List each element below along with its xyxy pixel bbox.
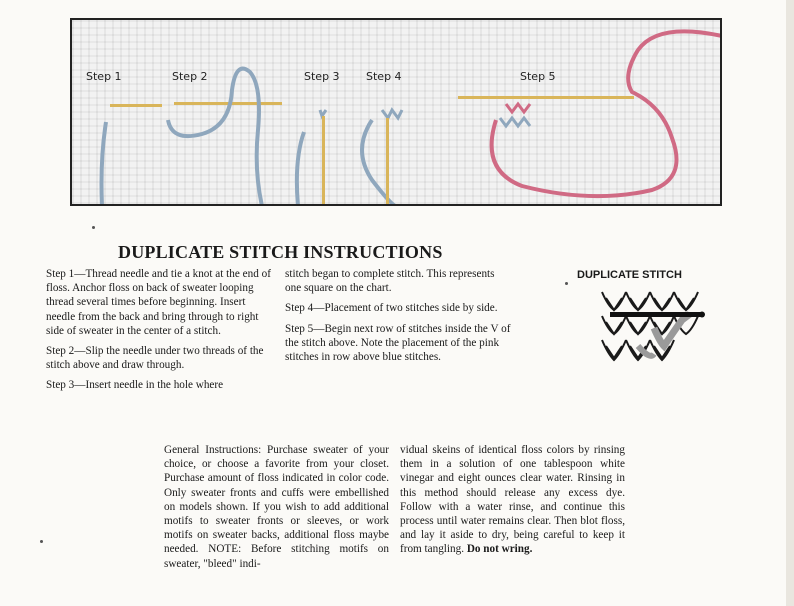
step4-needle: [386, 118, 389, 206]
step1-needle: [110, 104, 162, 107]
steps-column-right: [285, 267, 511, 370]
stitch-steps-photo: [70, 18, 722, 206]
step4-stitches: [382, 110, 402, 118]
scan-speck: [92, 226, 95, 229]
step3-text-start: Step 3—Insert needle in the hole where: [46, 379, 224, 392]
do-not-wring-warning: Do not wring.: [466, 543, 533, 556]
step3-needle: [322, 116, 325, 206]
step2-text: Step 2—Slip the needle under two threads of the stitch above and draw through.: [46, 345, 264, 372]
step4-label: Step 4: [366, 70, 402, 83]
step1-text: Step 1—Thread needle and tie a knot at the end of floss. Anchor floss on back of sweater looping thread several times before beginning. Insert needle from the back and bring through to right side of sweater in the center of a stitch.: [46, 268, 271, 337]
scan-speck: [565, 282, 568, 285]
scan-speck: [40, 540, 43, 543]
stitch-steps-illustration: [72, 20, 722, 206]
diagram-title: DUPLICATE STITCH: [577, 269, 682, 281]
page-edge: [786, 0, 794, 606]
page-title: DUPLICATE STITCH INSTRUCTIONS: [118, 242, 443, 262]
step2-label: Step 2: [172, 70, 208, 83]
general-text-body: vidual skeins of identical floss colors by rinsing them in a solution of one tablespoon white vinegar and eight ounces clear water. Rinsing in this method should release any excess dye. Follow with a water rinse, and continue this process until water remains clear. Then blot floss, and lay it aside to dry, being careful to keep it from tangling.: [400, 444, 625, 556]
step4-text: Step 4—Placement of two stitches side by side.: [285, 302, 498, 315]
step5-text: Step 5—Begin next row of stitches inside the V of the stitch above. Note the placement of the pink stitches in row above blue stitches.: [285, 322, 511, 364]
general-instructions-right: [400, 443, 625, 563]
step2-floss: [168, 69, 262, 206]
general-instructions-left: [164, 443, 389, 577]
step5-label: Step 5: [520, 70, 556, 83]
duplicate-stitch-diagram: [598, 288, 706, 368]
steps-column-left: [46, 267, 274, 399]
step3-stitch: [320, 110, 326, 116]
needle-shape: [610, 312, 702, 317]
step5-pink-floss: [492, 31, 722, 196]
step1-floss: [102, 122, 107, 206]
step3-floss: [297, 132, 304, 206]
general-text-part2: [400, 443, 625, 557]
step1-label: Step 1: [86, 70, 122, 83]
general-text-part1: General Instructions: Purchase sweater of your choice, or choose a favorite from your closet. Purchase amount of floss indicated in color code. Only sweater fronts and cuffs were embellished on models shown. If you wish to add additional motifs to sweater fronts or sleeves, or work motifs on sweater backs, additional floss maybe needed. NOTE: Before stitching motifs on sweater, "bleed" indi-: [164, 444, 389, 570]
step4-floss: [362, 120, 396, 206]
step5-needle: [458, 96, 634, 99]
step3-text-end: stitch began to complete stitch. This represents one square on the chart.: [285, 268, 495, 295]
step3-label: Step 3: [304, 70, 340, 83]
step5-blue-stitches: [500, 118, 530, 126]
knit-stitch-grid: [602, 292, 698, 360]
step5-pink-stitches: [506, 104, 530, 112]
needle-tip: [699, 312, 705, 318]
